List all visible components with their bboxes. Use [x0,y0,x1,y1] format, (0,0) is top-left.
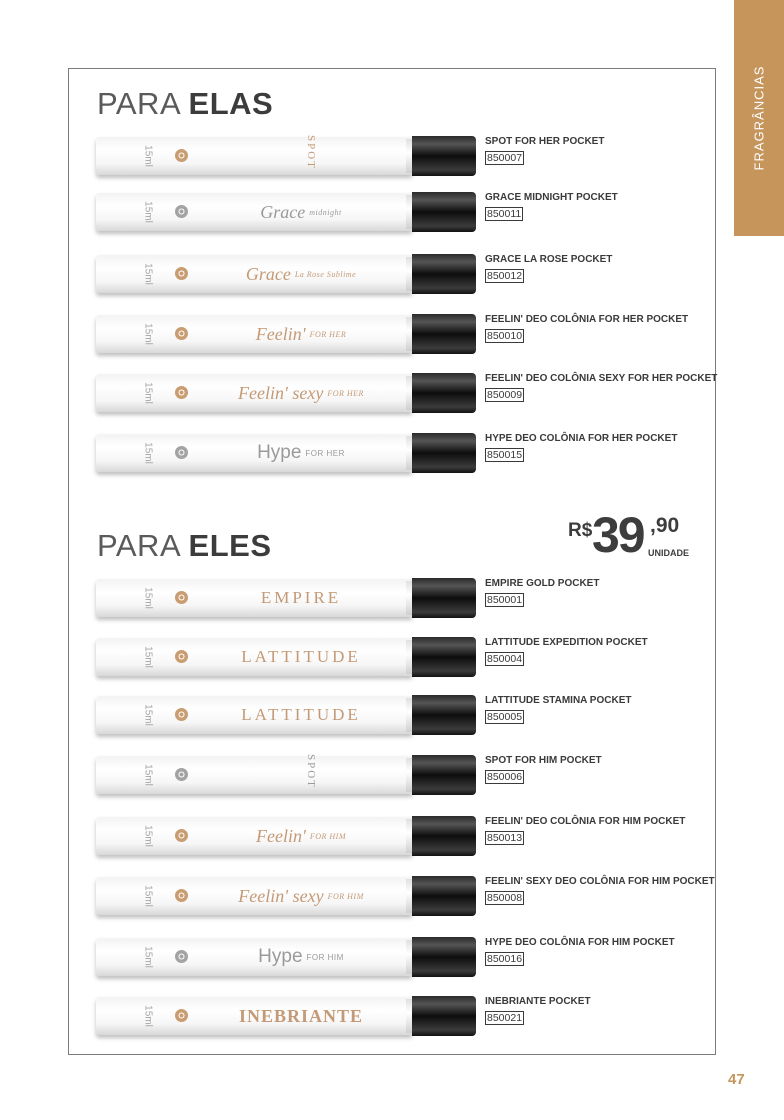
tube-brand: INEBRIANTE [238,1005,364,1026]
brand-emblem-icon [175,267,188,280]
price-currency: R$ [568,520,593,541]
tube-brand-name: Grace [245,263,291,284]
tube-brand-name: Hype [258,946,303,967]
product-info [485,937,725,967]
tube-brand [206,380,396,406]
product-info [485,254,725,284]
brand-emblem-icon [175,149,188,162]
tube-volume: 15ml [142,145,154,167]
product-info [485,876,725,906]
tube-cap [412,192,476,232]
brand-emblem-icon [175,327,188,340]
brand-emblem-icon [175,205,188,218]
product-tube [96,997,412,1035]
product-code: 850013 [487,832,523,844]
tube-brand: LATTITUDE [241,705,361,724]
tube-cap [412,314,476,354]
tube-brand [206,883,396,909]
product-code: 850005 [487,711,523,723]
tube-volume: 15ml [142,323,154,345]
tube-cap [412,937,476,977]
product-info [485,314,725,344]
brand-emblem-icon [175,1009,188,1022]
product-item[interactable] [96,637,716,681]
product-info [485,996,725,1026]
tube-cap [412,373,476,413]
product-item[interactable] [96,254,716,298]
tube-brand: SPOT [305,754,317,789]
section-tab-label: FRAGRÂNCIAS [751,65,767,171]
tube-volume: 15ml [142,263,154,285]
tube-volume: 15ml [142,885,154,907]
product-info [485,637,725,667]
product-tube [96,193,412,231]
tube-brand-name: Feelin' sexy [238,382,324,403]
product-item[interactable] [96,433,716,477]
product-tube [96,315,412,353]
product-tube [96,817,412,855]
section-title-prefix: PARA [97,86,189,121]
product-item[interactable] [96,996,716,1040]
product-item[interactable] [96,755,716,799]
tube-brand-sub: FOR HIM [306,952,344,962]
price-unit: UNIDADE [648,548,690,558]
product-tube [96,938,412,976]
brand-emblem-icon [175,768,188,781]
product-item[interactable] [96,136,716,180]
tube-brand-name: Grace [260,201,306,222]
brand-emblem-icon [175,829,188,842]
product-code: 850016 [487,953,523,965]
tube-brand [206,823,396,849]
tube-volume: 15ml [142,201,154,223]
product-name: EMPIRE GOLD POCKET [485,578,600,589]
price-tag [568,507,698,563]
product-tube [96,434,412,472]
product-info [485,755,725,785]
tube-brand-name: Feelin' sexy [238,885,324,906]
tube-volume: 15ml [142,587,154,609]
brand-emblem-icon [175,708,188,721]
product-tube [96,696,412,734]
brand-emblem-icon [175,950,188,963]
product-tube [96,877,412,915]
price-integer: 39 [592,507,644,563]
brand-emblem-icon [175,386,188,399]
brand-emblem-icon [175,650,188,663]
section-title-eles [97,528,272,564]
product-item[interactable] [96,937,716,981]
tube-brand [206,944,396,970]
tube-cap [412,816,476,856]
page-number: 47 [728,1071,745,1088]
tube-brand-name: Hype [257,442,302,463]
product-name: FEELIN' SEXY DEO COLÔNIA FOR HIM POCKET [485,876,715,887]
section-title-main: ELES [188,528,272,563]
tube-brand [206,261,396,287]
product-name: SPOT FOR HIM POCKET [485,755,602,766]
section-tab [734,0,784,236]
tube-cap [412,876,476,916]
product-info [485,192,725,222]
product-tube [96,255,412,293]
section-title-elas [97,86,273,122]
product-name: SPOT FOR HER POCKET [485,136,605,147]
product-name: FEELIN' DEO COLÔNIA FOR HER POCKET [485,314,689,325]
product-name: FEELIN' DEO COLÔNIA SEXY FOR HER POCKET [485,373,718,384]
product-item[interactable] [96,876,716,920]
product-name: GRACE MIDNIGHT POCKET [485,192,618,203]
product-code: 850006 [487,771,523,783]
tube-volume: 15ml [142,382,154,404]
product-name: LATTITUDE STAMINA POCKET [485,695,632,706]
tube-cap [412,433,476,473]
product-tube [96,756,412,794]
product-code: 850001 [487,594,523,606]
product-info [485,578,725,608]
product-info [485,136,725,166]
product-item[interactable] [96,816,716,860]
product-code: 850012 [487,270,523,282]
product-code: 850021 [487,1012,523,1024]
product-code: 850010 [487,330,523,342]
tube-brand: LATTITUDE [241,647,361,666]
tube-brand-sub: FOR HIM [327,891,364,901]
tube-volume: 15ml [142,1005,154,1027]
product-name: HYPE DEO COLÔNIA FOR HER POCKET [485,433,678,444]
tube-brand-name: Feelin' [256,825,306,846]
product-tube [96,638,412,676]
product-item[interactable] [96,314,716,358]
product-item[interactable] [96,578,716,622]
tube-brand: EMPIRE [260,588,342,607]
tube-volume: 15ml [142,646,154,668]
tube-cap [412,136,476,176]
product-tube [96,579,412,617]
tube-volume: 15ml [142,764,154,786]
tube-cap [412,695,476,735]
product-tube [96,137,412,175]
tube-brand-sub: FOR HER [327,388,364,398]
tube-cap [412,996,476,1036]
brand-emblem-icon [175,591,188,604]
product-info [485,433,725,463]
tube-brand [206,199,396,225]
price-decimal: ,90 [650,514,680,537]
product-code: 850008 [487,892,523,904]
tube-cap [412,755,476,795]
tube-brand-sub: FOR HER [305,448,345,458]
product-code: 850015 [487,449,523,461]
tube-brand-name: Feelin' [255,323,306,344]
tube-cap [412,637,476,677]
tube-brand [206,440,396,466]
tube-volume: 15ml [142,946,154,968]
tube-brand-sub: FOR HER [309,329,347,339]
product-item[interactable] [96,192,716,236]
product-item[interactable] [96,695,716,739]
product-name: FEELIN' DEO COLÔNIA FOR HIM POCKET [485,816,686,827]
brand-emblem-icon [175,889,188,902]
product-tube [96,374,412,412]
tube-brand-sub: La Rose Sublime [294,269,357,279]
tube-brand [206,321,396,347]
product-code: 850011 [487,208,522,220]
tube-brand-sub: FOR HIM [309,831,346,841]
tube-brand-sub: midnight [309,207,342,217]
tube-brand: SPOT [305,135,317,170]
product-info [485,695,725,725]
section-title-prefix: PARA [97,528,189,563]
tube-volume: 15ml [142,704,154,726]
product-name: GRACE LA ROSE POCKET [485,254,613,265]
product-name: LATTITUDE EXPEDITION POCKET [485,637,648,648]
product-name: HYPE DEO COLÔNIA FOR HIM POCKET [485,937,675,948]
product-info [485,816,725,846]
product-info [485,373,725,403]
brand-emblem-icon [175,446,188,459]
product-name: INEBRIANTE POCKET [485,996,591,1007]
tube-volume: 15ml [142,442,154,464]
tube-volume: 15ml [142,825,154,847]
product-code: 850009 [487,389,523,401]
product-code: 850004 [487,653,523,665]
product-code: 850007 [487,152,523,164]
product-item[interactable] [96,373,716,417]
tube-cap [412,578,476,618]
tube-cap [412,254,476,294]
section-title-main: ELAS [188,86,274,121]
